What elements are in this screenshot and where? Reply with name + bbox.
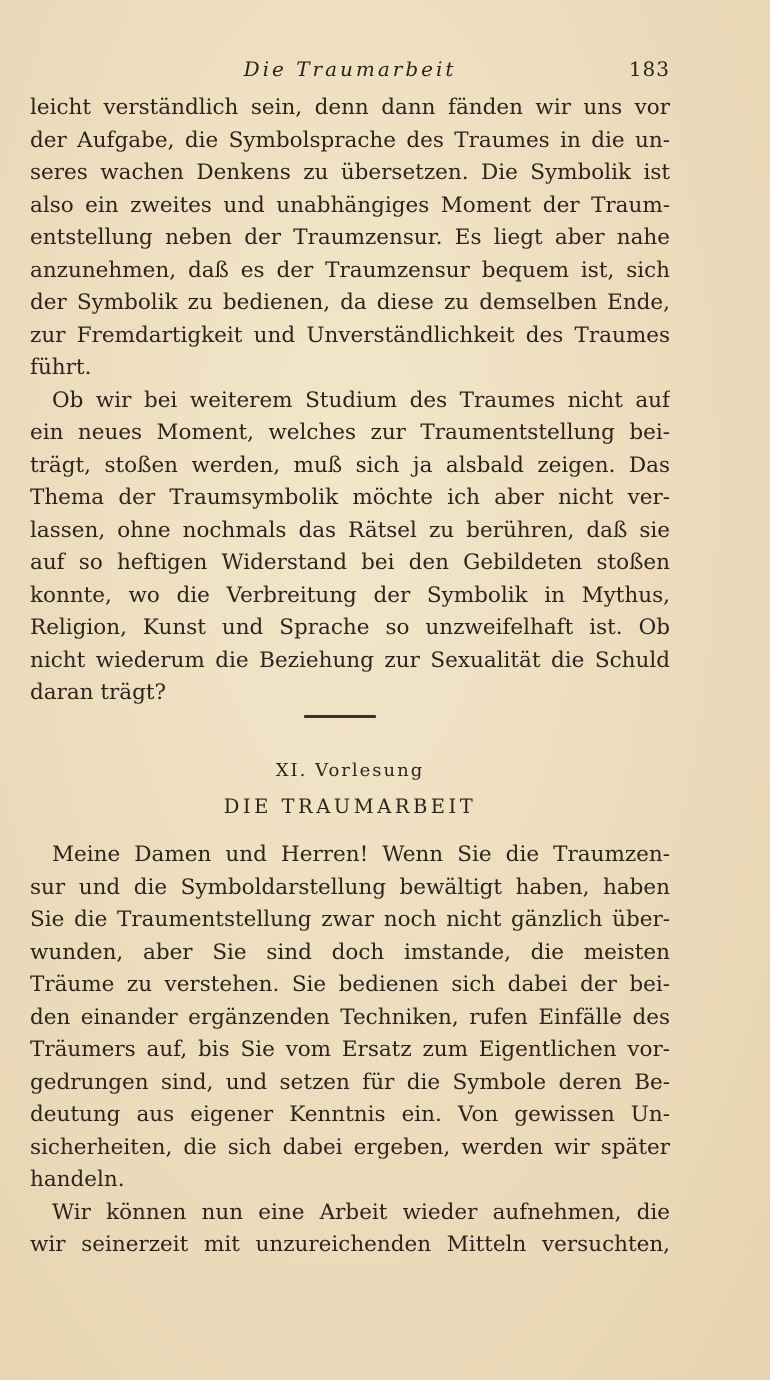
text-line: konnte, wo die Verbreitung der Symbolik in Mythus, [30, 582, 670, 608]
text-line: handeln. [30, 1167, 125, 1192]
text-line: auf so heftigen Widerstand bei den Gebildeten stoßen [30, 550, 670, 575]
text-line: Religion, Kunst und Sprache so unzweifelhaft ist. Ob [30, 615, 670, 640]
text-line: lassen, ohne nochmals das Rätsel zu berühren, daß sie [30, 517, 670, 543]
text-line: Wir können nun eine Arbeit wieder aufnehmen, die [52, 1199, 670, 1225]
chapter-title: DIE TRAUMARBEIT [223, 795, 477, 818]
text-line: nicht wiederum die Beziehung zur Sexualität die Schuld [30, 647, 670, 673]
running-head [30, 54, 670, 88]
text-line: Träume zu verstehen. Sie bedienen sich dabei der bei- [30, 972, 670, 997]
text-line: sur und die Symboldarstellung bewältigt haben, haben [30, 874, 670, 900]
text-line: Thema der Traumsymbolik möchte ich aber nicht ver- [30, 485, 670, 510]
text-line: sicherheiten, die sich dabei ergeben, werden wir später [30, 1134, 670, 1160]
text-line: trägt, stoßen werden, muß sich ja alsbald zeigen. Das [30, 452, 670, 478]
text-line: wir seinerzeit mit unzureichenden Mitteln versuchten, [30, 1232, 670, 1257]
text-line: Meine Damen und Herren! Wenn Sie die Traumzen- [52, 842, 670, 867]
text-line: seres wachen Denkens zu übersetzen. Die Symbolik ist [30, 160, 670, 185]
text-line: Träumers auf, bis Sie vom Ersatz zum Eigentlichen vor- [30, 1037, 670, 1062]
text-line: den einander ergänzenden Techniken, rufen Einfälle des [30, 1004, 670, 1030]
lecture-label: XI. Vorlesung [275, 760, 425, 781]
text-line: wunden, aber Sie sind doch imstande, die meisten [30, 939, 670, 965]
text-line: gedrungen sind, und setzen für die Symbole deren Be- [30, 1069, 670, 1095]
section-divider [304, 715, 376, 718]
text-line: leicht verständlich sein, denn dann fänden wir uns vor [30, 95, 670, 120]
text-line: Sie die Traumentstellung zwar noch nicht gänzlich über- [30, 907, 670, 932]
text-line: entstellung neben der Traumzensur. Es liegt aber nahe [30, 225, 670, 250]
running-title: Die Traumarbeit [243, 57, 457, 81]
text-line: daran trägt? [30, 680, 167, 705]
text-line: anzunehmen, daß es der Traumzensur bequem ist, sich [30, 257, 670, 283]
text-line: der Aufgabe, die Symbolsprache des Traumes in die un- [30, 127, 670, 153]
text-line: zur Fremdartigkeit und Unverständlichkeit des Traumes [30, 322, 670, 348]
text-block-continuation [30, 92, 670, 710]
text-line: der Symbolik zu bedienen, da diese zu demselben Ende, [30, 290, 670, 315]
text-line: führt. [30, 355, 92, 380]
page-number: 183 [628, 57, 670, 81]
text-line: also ein zweites und unabhängiges Moment der Traum- [30, 192, 670, 218]
text-line: deutung aus eigener Kenntnis ein. Von gewissen Un- [30, 1102, 670, 1127]
text-block-lecture [30, 839, 670, 1262]
text-line: ein neues Moment, welches zur Traumentstellung bei- [30, 420, 670, 445]
text-line: Ob wir bei weiterem Studium des Traumes nicht auf [52, 387, 670, 413]
